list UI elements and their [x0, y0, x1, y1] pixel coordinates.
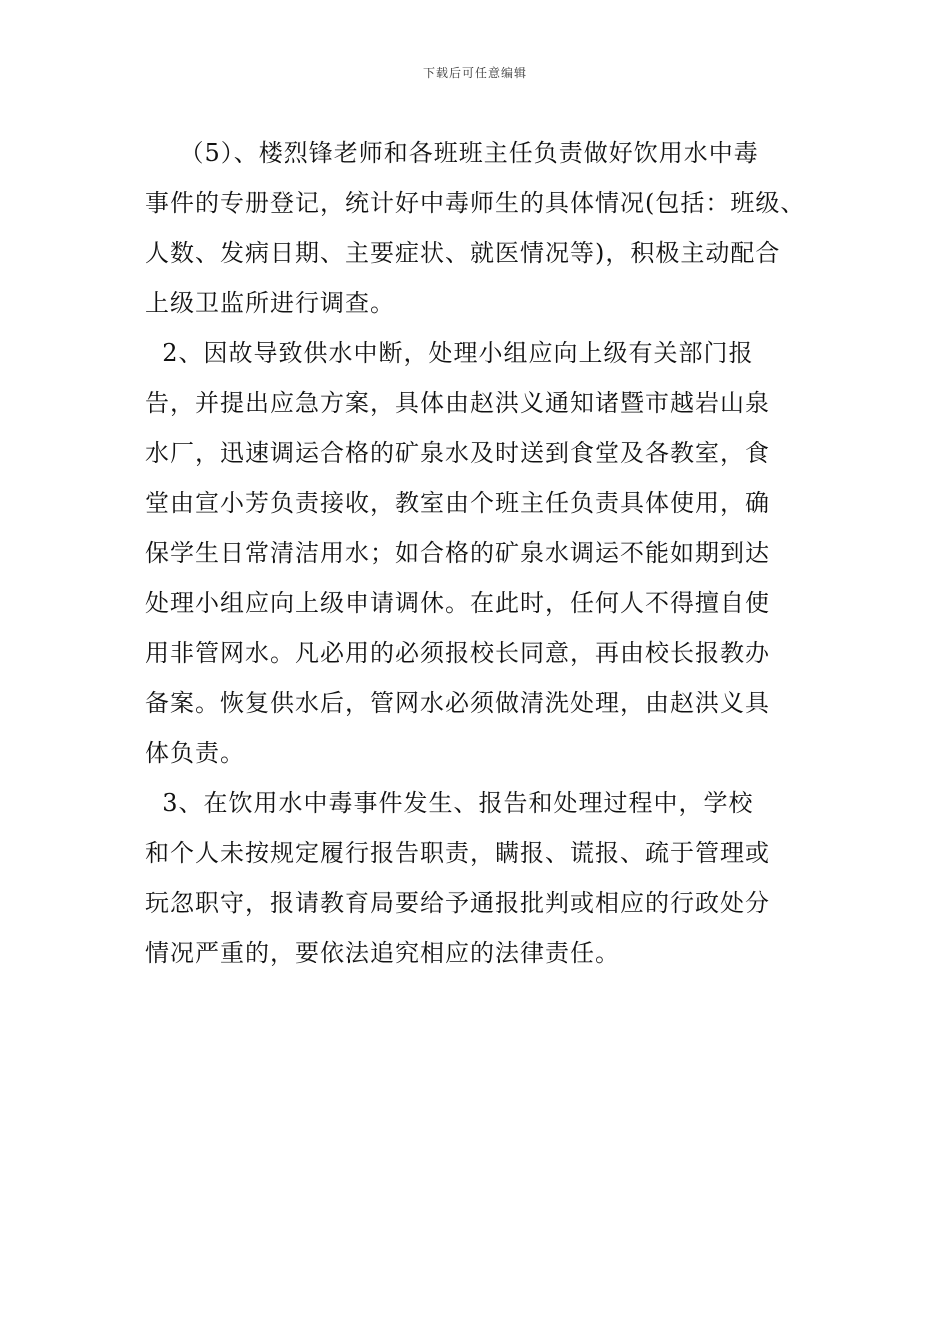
text-line: 人数、发病日期、主要症状、就医情况等)，积极主动配合 — [145, 239, 781, 267]
text-line: （5）、楼烈锋老师和各班班主任负责做好饮用水中毒 — [145, 139, 759, 167]
paragraph — [145, 328, 815, 778]
text-line: 3、在饮用水中毒事件发生、报告和处理过程中，学校 — [145, 789, 754, 817]
text-line: 处理小组应向上级申请调休。在此时，任何人不得擅自使 — [145, 589, 770, 617]
text-line: 用非管网水。凡必用的必须报校长同意，再由校长报教办 — [145, 639, 770, 667]
text-line: 体负责。 — [145, 739, 245, 767]
text-line: 和个人未按规定履行报告职责，瞒报、谎报、疏于管理或 — [145, 839, 770, 867]
text-line: 堂由宣小芳负责接收，教室由个班主任负责具体使用，确 — [145, 489, 770, 517]
page-header: 下载后可任意编辑 — [422, 66, 527, 80]
text-line: 2、因故导致供水中断，处理小组应向上级有关部门报 — [145, 339, 754, 367]
paragraph — [145, 128, 815, 328]
document-body — [145, 128, 815, 978]
text-line: 玩忽职守，报请教育局要给予通报批判或相应的行政处分 — [145, 889, 770, 917]
text-line: 上级卫监所进行调查。 — [145, 289, 395, 317]
text-line: 备案。恢复供水后，管网水必须做清洗处理，由赵洪义具 — [145, 689, 770, 717]
text-line: 告，并提出应急方案，具体由赵洪义通知诸暨市越岩山泉 — [145, 389, 770, 417]
text-line: 事件的专册登记，统计好中毒师生的具体情况(包括：班级、 — [145, 189, 806, 217]
paragraph — [145, 778, 815, 978]
text-line: 水厂，迅速调运合格的矿泉水及时送到食堂及各教室，食 — [145, 439, 770, 467]
text-line: 保学生日常清洁用水；如合格的矿泉水调运不能如期到达 — [145, 539, 770, 567]
text-line: 情况严重的，要依法追究相应的法律责任。 — [145, 939, 620, 967]
